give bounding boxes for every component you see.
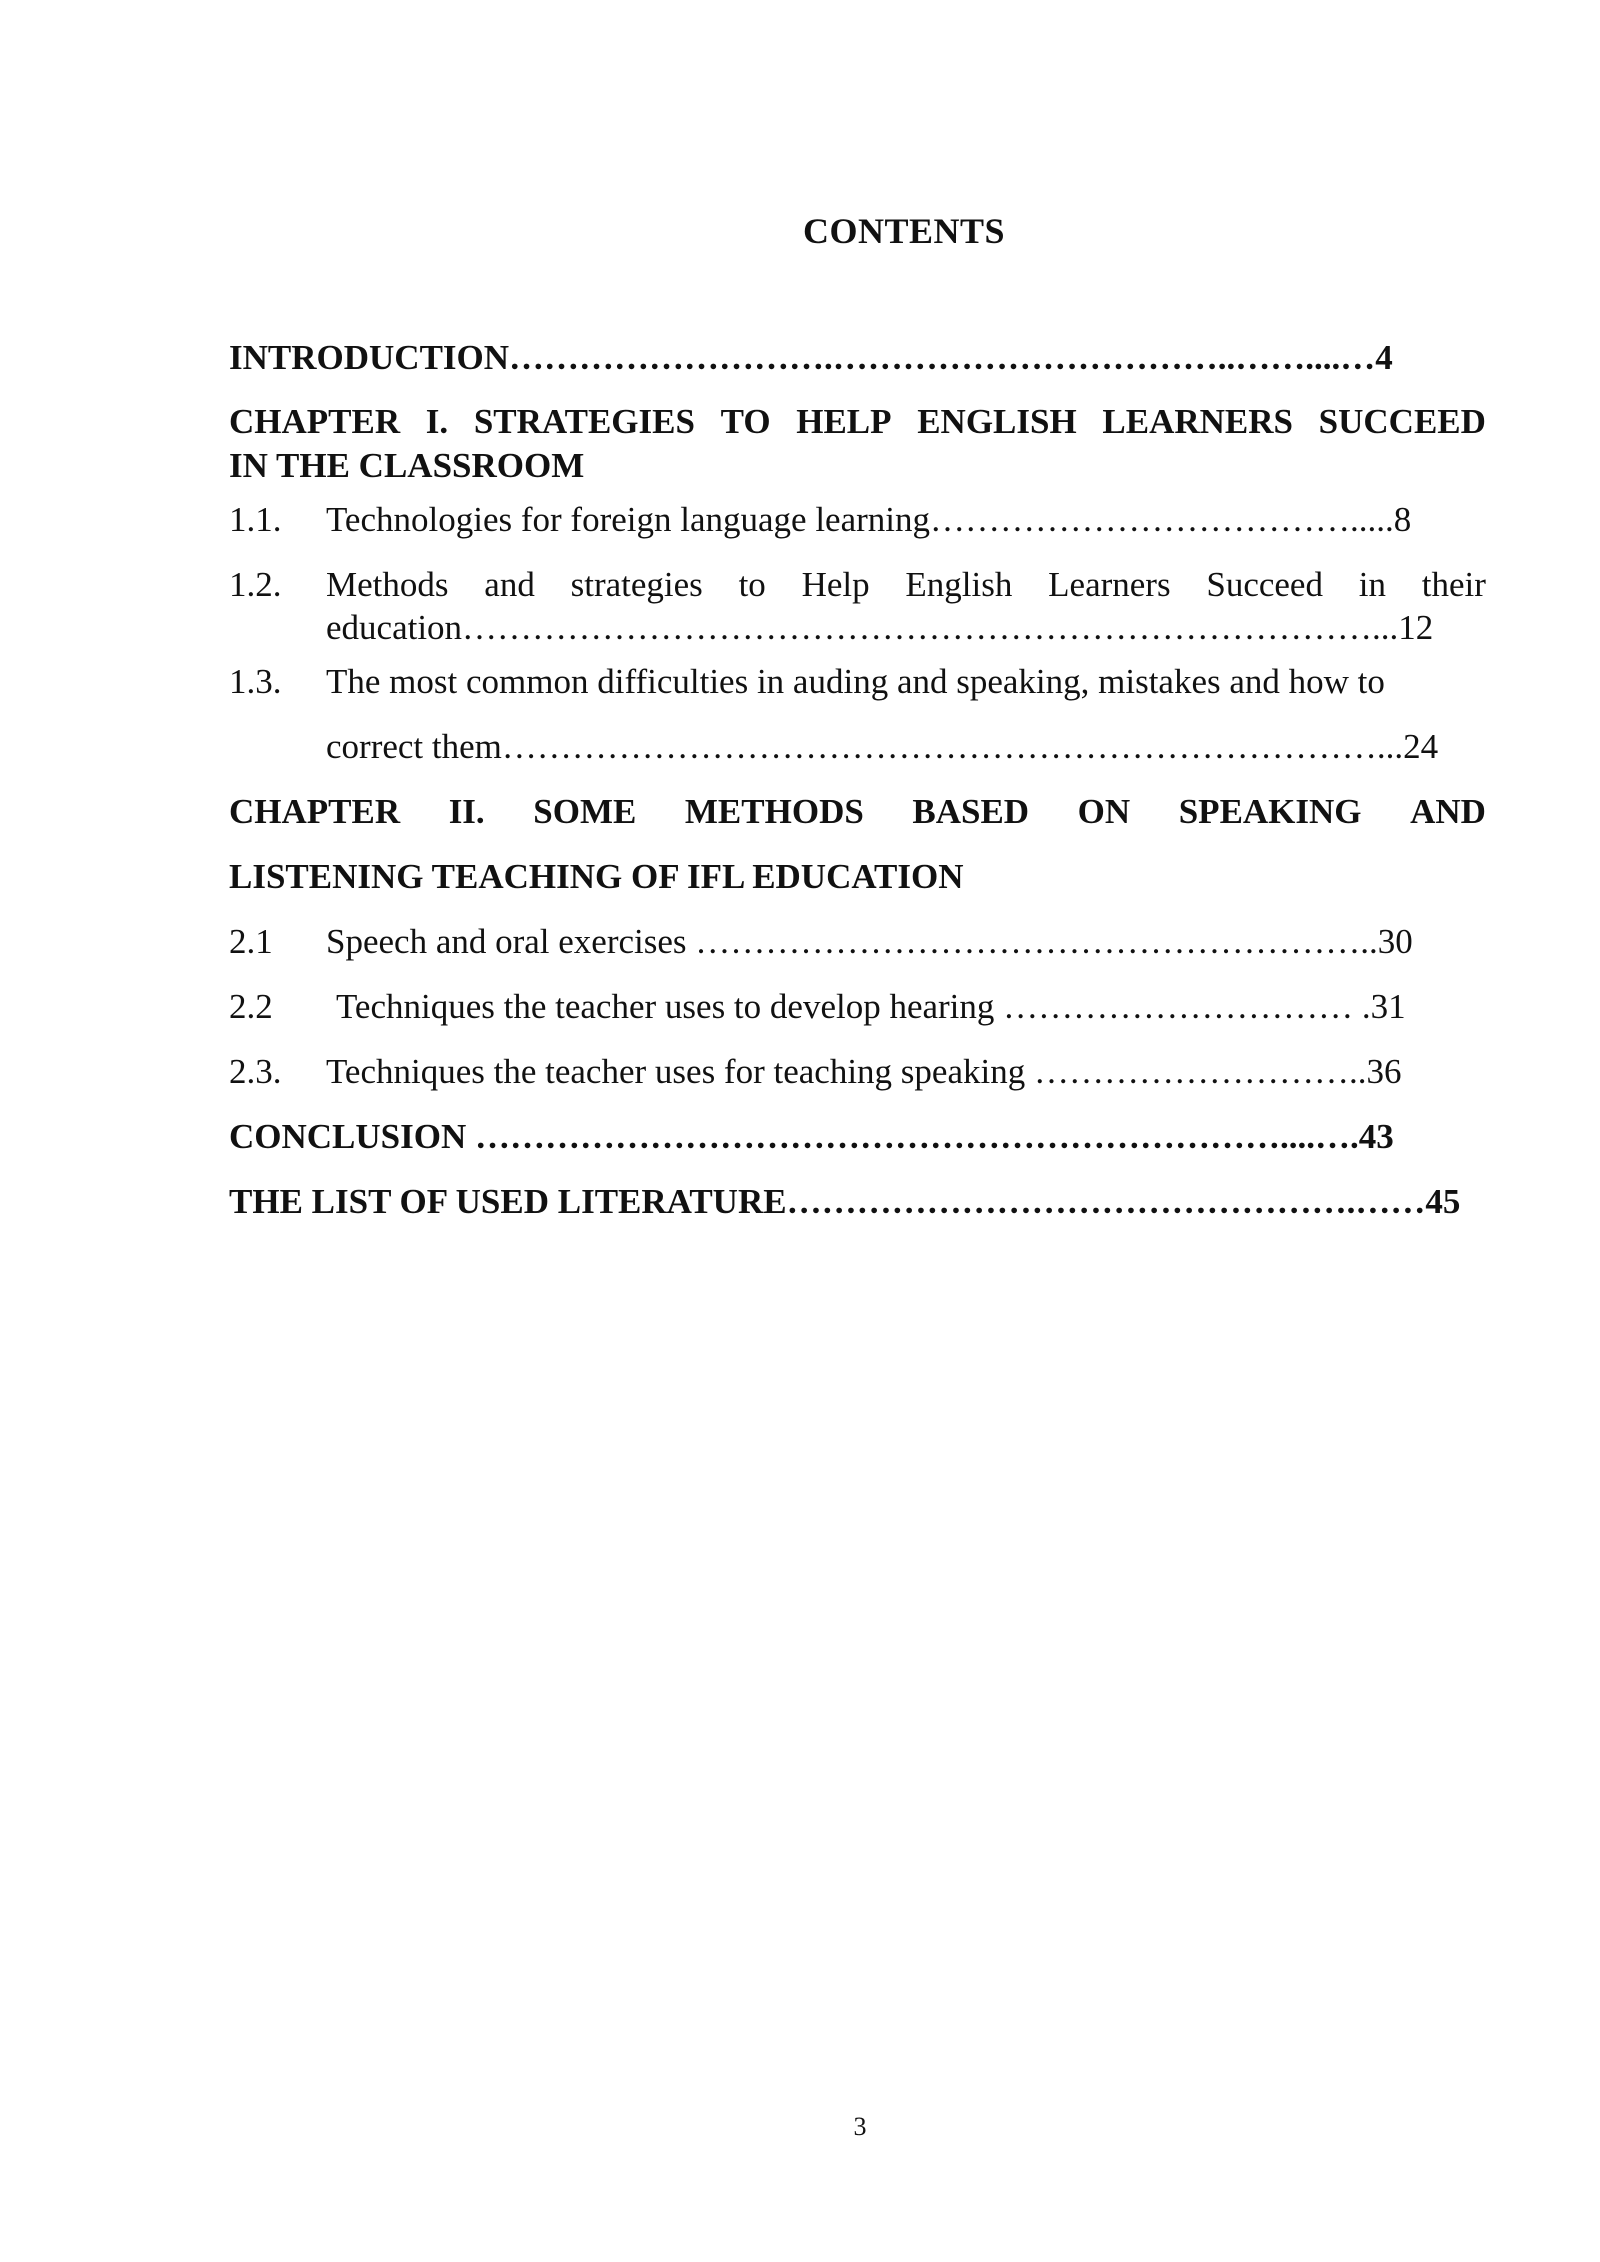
toc-word: SOME bbox=[533, 792, 637, 831]
toc-word: STRATEGIES bbox=[473, 402, 695, 441]
toc-item-1-3-line2: correct them…………………………………………………………………...24 bbox=[326, 727, 1439, 766]
toc-word: Help bbox=[801, 565, 870, 604]
toc-item-number: 2.1 bbox=[229, 922, 273, 961]
toc-word: METHODS bbox=[684, 792, 864, 831]
toc-word: AND bbox=[1410, 792, 1486, 831]
toc-word: ENGLISH bbox=[917, 402, 1077, 441]
toc-word: CHAPTER bbox=[229, 792, 401, 831]
toc-word: Learners bbox=[1048, 565, 1171, 604]
toc-word: ON bbox=[1077, 792, 1131, 831]
toc-word: II. bbox=[448, 792, 485, 831]
toc-word: Succeed bbox=[1206, 565, 1323, 604]
toc-item-1-1: Technologies for foreign language learning……………………………….....8 bbox=[326, 500, 1412, 539]
toc-word: TO bbox=[720, 402, 771, 441]
toc-word: Methods bbox=[326, 565, 449, 604]
toc-item-number: 1.1. bbox=[229, 500, 282, 539]
toc-word: strategies bbox=[570, 565, 703, 604]
toc-word: to bbox=[738, 565, 766, 604]
toc-word: their bbox=[1421, 565, 1486, 604]
toc-chapter2-line1 bbox=[229, 792, 1486, 832]
toc-introduction: INTRODUCTION……………………….……………………………..……....…4 bbox=[229, 338, 1393, 377]
toc-item-2-2: Techniques the teacher uses to develop hearing ………………………… .31 bbox=[336, 987, 1406, 1026]
toc-item-number: 1.2. bbox=[229, 565, 282, 604]
toc-word: CHAPTER bbox=[229, 402, 401, 441]
toc-word: SUCCEED bbox=[1318, 402, 1486, 441]
toc-item-1-2-line1 bbox=[326, 565, 1486, 605]
toc-word: BASED bbox=[912, 792, 1030, 831]
toc-word: LEARNERS bbox=[1102, 402, 1293, 441]
toc-literature: THE LIST OF USED LITERATURE………………………………………….……45 bbox=[229, 1182, 1461, 1221]
toc-item-2-3: Techniques the teacher uses for teaching speaking ………………………..36 bbox=[326, 1052, 1402, 1091]
toc-item-number: 2.2 bbox=[229, 987, 273, 1026]
toc-chapter1-line2: IN THE CLASSROOM bbox=[229, 446, 585, 485]
toc-word: I. bbox=[425, 402, 449, 441]
toc-item-number: 1.3. bbox=[229, 662, 282, 701]
toc-word: English bbox=[905, 565, 1013, 604]
toc-word: and bbox=[484, 565, 535, 604]
page-number: 3 bbox=[853, 2112, 867, 2141]
toc-word: HELP bbox=[796, 402, 892, 441]
toc-item-1-3-line1: The most common difficulties in auding and speaking, mistakes and how to bbox=[326, 662, 1385, 701]
page-title: CONTENTS bbox=[802, 211, 1006, 251]
toc-item-1-2-line2: education……………………………………………………………………...12 bbox=[326, 608, 1434, 647]
toc-chapter2-line2: LISTENING TEACHING OF IFL EDUCATION bbox=[229, 857, 964, 896]
toc-chapter1-line1 bbox=[229, 402, 1486, 442]
toc-word: in bbox=[1358, 565, 1386, 604]
toc-item-number: 2.3. bbox=[229, 1052, 282, 1091]
toc-conclusion: CONCLUSION ……………………………………………………………....….43 bbox=[229, 1117, 1394, 1156]
toc-word: SPEAKING bbox=[1178, 792, 1362, 831]
toc-item-2-1: Speech and oral exercises …………………………………………………..30 bbox=[326, 922, 1413, 961]
